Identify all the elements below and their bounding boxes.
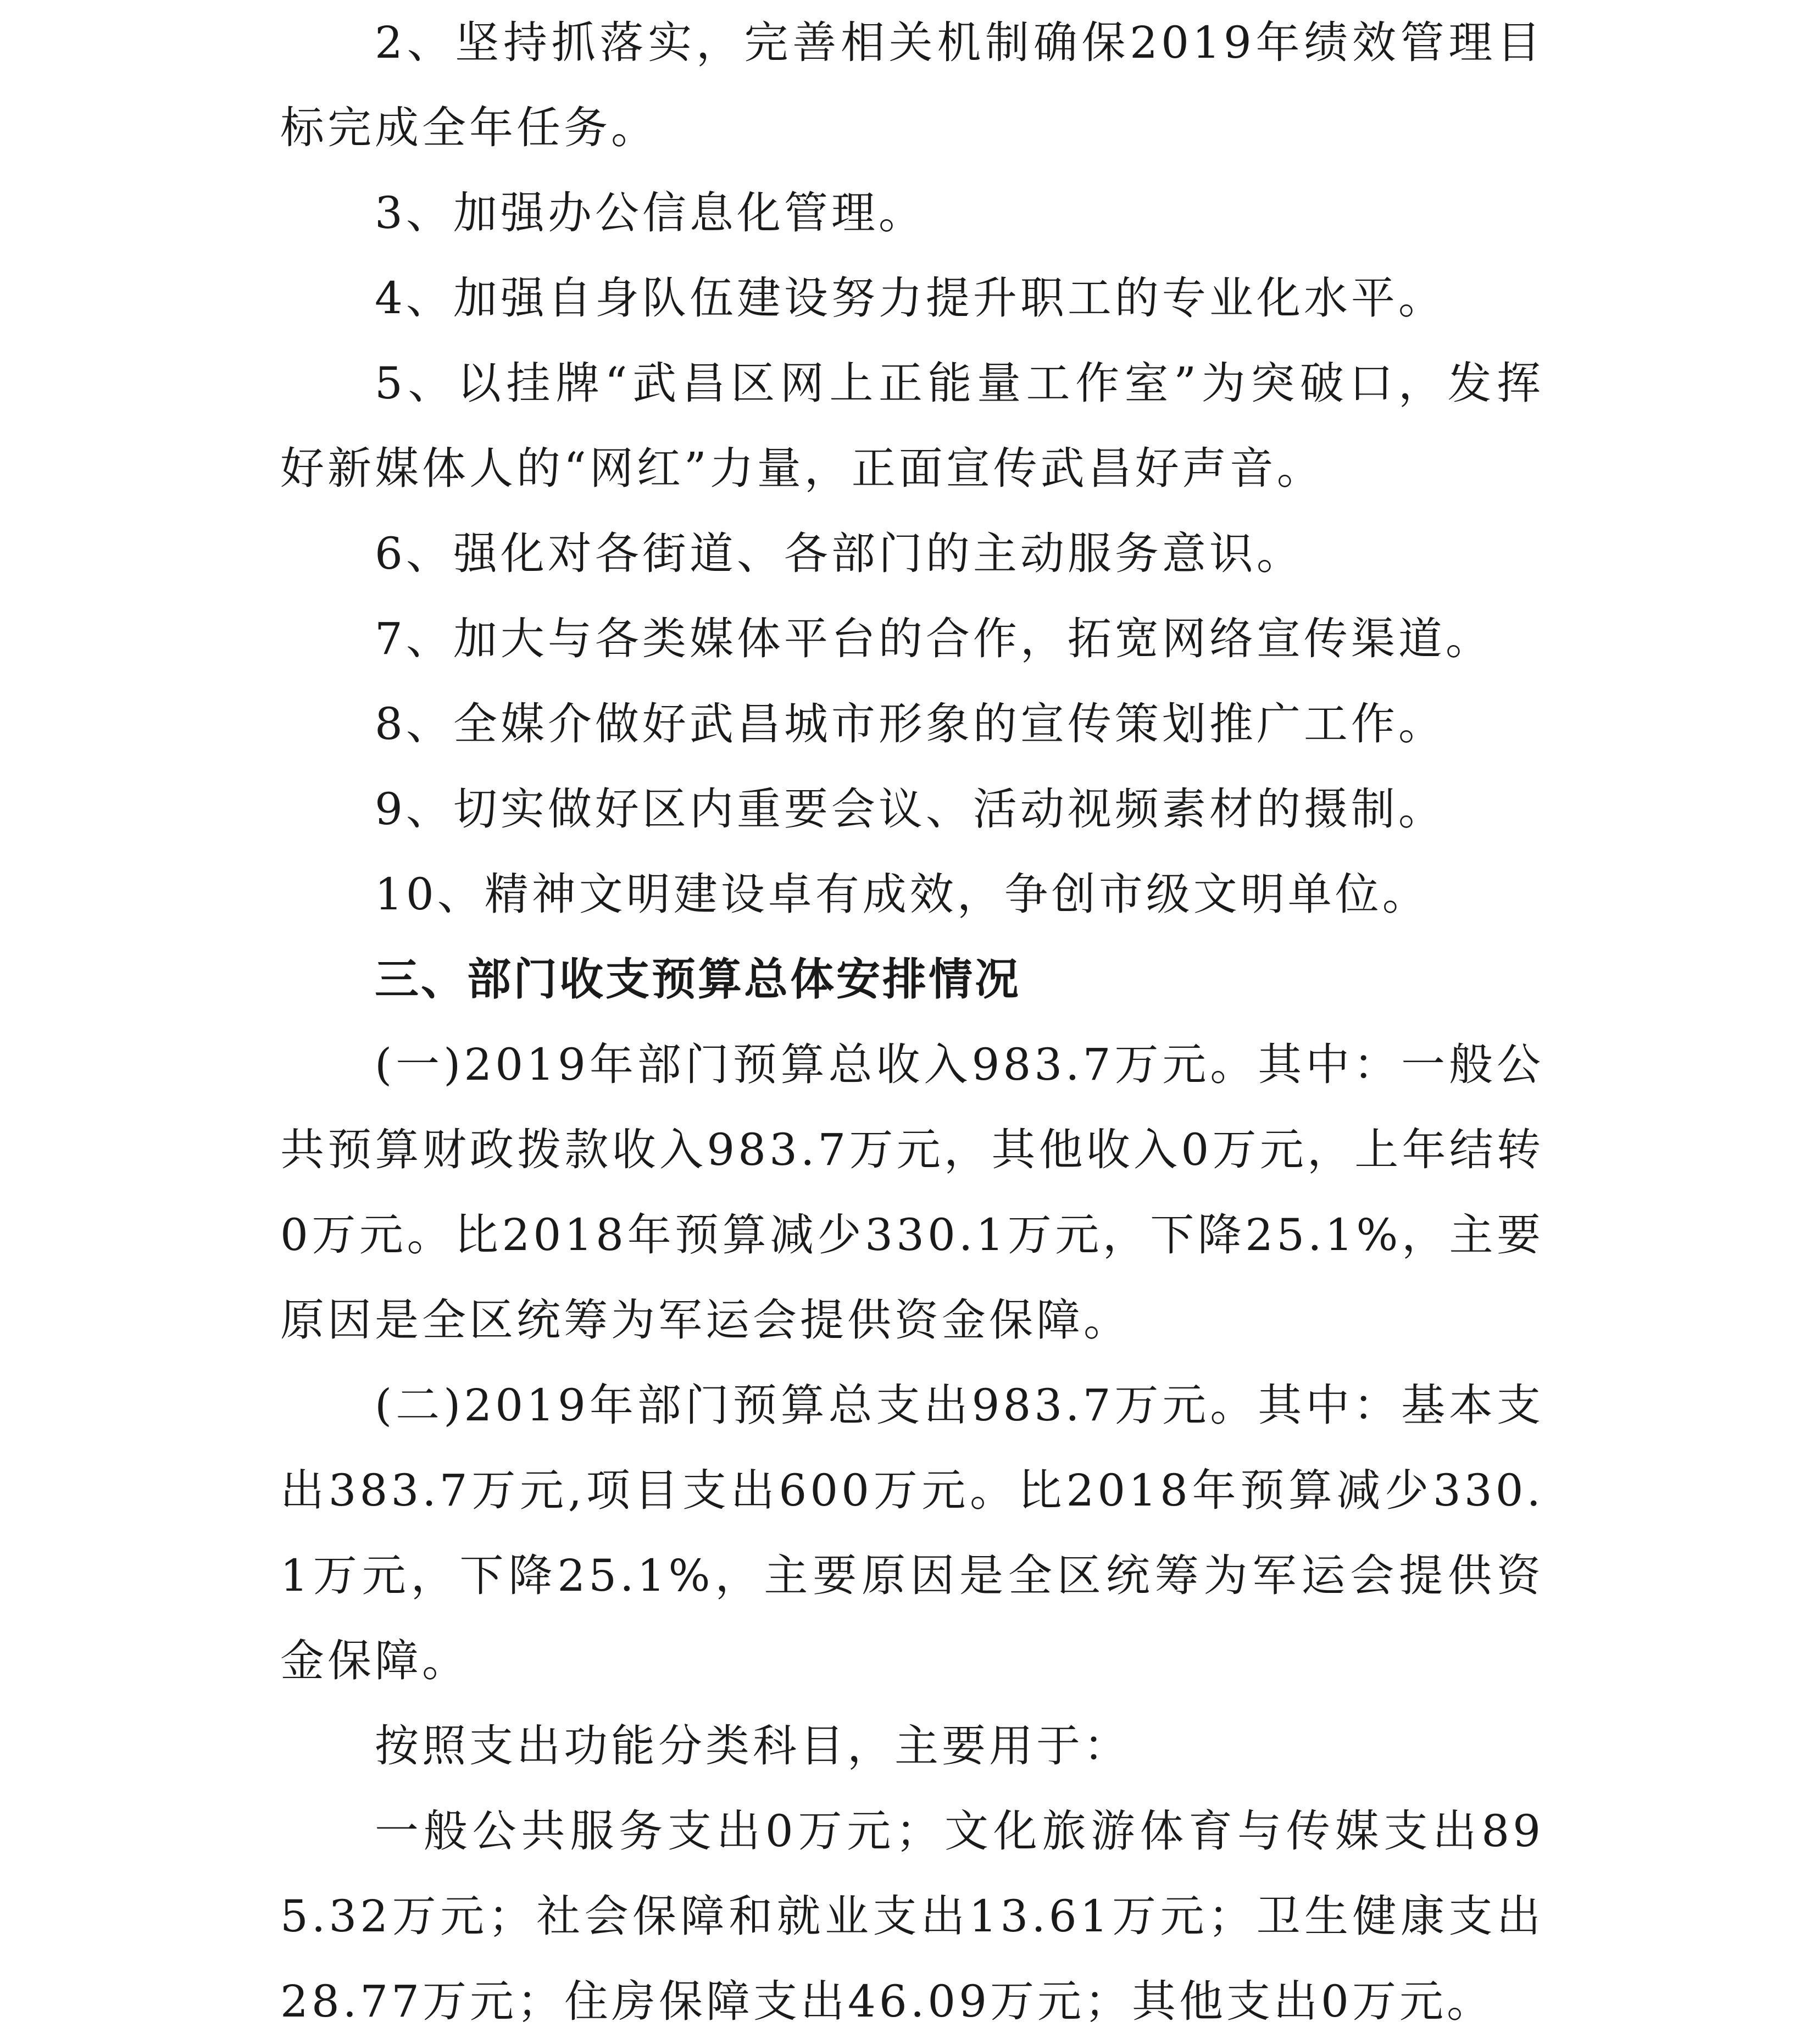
paragraph-total-income: (一)2019年部门预算总收入983.7万元。其中：一般公共预算财政拨款收入983.7万元，其他收入0万元，上年结转0万元。比2018年预算减少330.1万元，下降25.1%，主要原因是全区统筹为军运会提供资金保障。 — [280, 1039, 1544, 1346]
paragraph-item-8: 8、全媒介做好武昌城市形象的宣传策划推广工作。 — [375, 698, 1446, 749]
paragraph-item-5: 5、以挂牌“武昌区网上正能量工作室”为突破口，发挥好新媒体人的“网红”力量，正面宣传武昌好声音。 — [280, 358, 1544, 494]
paragraph-item-7: 7、加大与各类媒体平台的合作，拓宽网络宣传渠道。 — [375, 613, 1493, 664]
document-body — [280, 0, 1544, 2044]
section-heading: 三、部门收支预算总体安排情况 — [375, 954, 1021, 1005]
paragraph-function-intro: 按照支出功能分类科目，主要用于： — [375, 1720, 1131, 1771]
paragraph-function-breakdown: 一般公共服务支出0万元；文化旅游体育与传媒支出895.32万元；社会保障和就业支出13.61万元；卫生健康支出28.77万元；住房保障支出46.09万元；其他支出0万元。 — [280, 1806, 1544, 2027]
paragraph-total-expenditure: (二)2019年部门预算总支出983.7万元。其中：基本支出383.7万元,项目支出600万元。比2018年预算减少330.1万元，下降25.1%，主要原因是全区统筹为军运会提供资金保障。 — [280, 1380, 1544, 1686]
paragraph-item-2: 2、坚持抓落实，完善相关机制确保2019年绩效管理目标完成全年任务。 — [280, 17, 1544, 153]
paragraph-item-9: 9、切实做好区内重要会议、活动视频素材的摄制。 — [375, 784, 1446, 835]
paragraph-item-4: 4、加强自身队伍建设努力提升职工的专业化水平。 — [375, 273, 1446, 324]
paragraph-item-6: 6、强化对各街道、各部门的主动服务意识。 — [375, 528, 1304, 579]
paragraph-item-10: 10、精神文明建设卓有成效，争创市级文明单位。 — [375, 869, 1430, 920]
paragraph-item-3: 3、加强办公信息化管理。 — [375, 187, 926, 238]
